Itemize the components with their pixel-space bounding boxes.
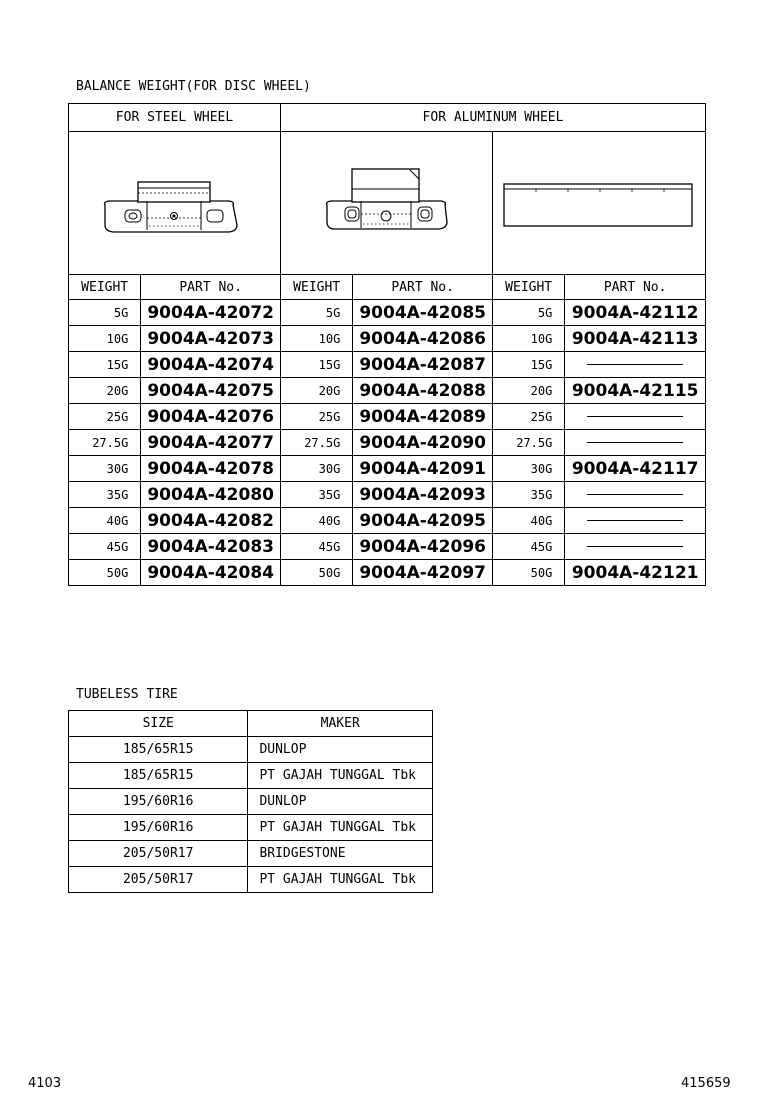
tire-maker: BRIDGESTONE: [248, 841, 433, 867]
weight-cell: 10G: [281, 326, 353, 352]
col-part-alu2: PART No.: [565, 275, 706, 300]
table-row: [69, 456, 706, 482]
tire-size: 185/65R15: [69, 763, 248, 789]
weight-cell: 27.5G: [69, 430, 141, 456]
table-row: [69, 352, 706, 378]
table-row: [69, 430, 706, 456]
aluminum-clip-part-number: 9004A-42087: [353, 352, 493, 378]
col-part-steel: PART No.: [141, 275, 281, 300]
weight-cell: 30G: [69, 456, 141, 482]
aluminum-adhesive-part-number: [565, 352, 706, 378]
aluminum-clip-part-number: 9004A-42093: [353, 482, 493, 508]
col-weight-alu1: WEIGHT: [281, 275, 353, 300]
aluminum-clip-part-number: 9004A-42086: [353, 326, 493, 352]
weight-cell: 40G: [69, 508, 141, 534]
weight-cell: 5G: [281, 300, 353, 326]
aluminum-clip-part-number: 9004A-42095: [353, 508, 493, 534]
weight-cell: 45G: [69, 534, 141, 560]
weight-cell: 27.5G: [493, 430, 565, 456]
steel-part-number: 9004A-42072: [141, 300, 281, 326]
table-row: [69, 404, 706, 430]
weight-cell: 45G: [493, 534, 565, 560]
aluminum-wheel-header: FOR ALUMINUM WHEEL: [281, 104, 706, 132]
steel-part-number: 9004A-42084: [141, 560, 281, 586]
balance-weight-table: [68, 103, 706, 586]
adhesive-weight-illustration: [493, 132, 706, 275]
steel-part-number: 9004A-42074: [141, 352, 281, 378]
weight-cell: 50G: [281, 560, 353, 586]
col-weight-steel: WEIGHT: [69, 275, 141, 300]
aluminum-clip-part-number: 9004A-42096: [353, 534, 493, 560]
aluminum-adhesive-part-number: [565, 508, 706, 534]
weight-cell: 15G: [69, 352, 141, 378]
weight-cell: 30G: [281, 456, 353, 482]
table-row: [69, 763, 433, 789]
page-number-left: 4103: [28, 1076, 62, 1091]
catalog-number-right: 415659: [681, 1076, 731, 1091]
steel-wheel-header: FOR STEEL WHEEL: [69, 104, 281, 132]
steel-part-number: 9004A-42083: [141, 534, 281, 560]
steel-part-number: 9004A-42078: [141, 456, 281, 482]
weight-cell: 15G: [493, 352, 565, 378]
not-available-dash: [587, 364, 683, 365]
tire-maker: PT GAJAH TUNGGAL Tbk: [248, 867, 433, 893]
aluminum-clip-part-number: 9004A-42091: [353, 456, 493, 482]
steel-clip-weight-icon: [69, 132, 280, 270]
tire-size: 195/60R16: [69, 789, 248, 815]
not-available-dash: [587, 520, 683, 521]
adhesive-strip-weight-icon: [493, 132, 705, 270]
table-row: [69, 841, 433, 867]
not-available-dash: [587, 442, 683, 443]
weight-cell: 15G: [281, 352, 353, 378]
tire-maker: PT GAJAH TUNGGAL Tbk: [248, 763, 433, 789]
col-part-alu1: PART No.: [353, 275, 493, 300]
tire-maker: PT GAJAH TUNGGAL Tbk: [248, 815, 433, 841]
weight-cell: 30G: [493, 456, 565, 482]
weight-cell: 20G: [493, 378, 565, 404]
table-row: [69, 737, 433, 763]
table-row: [69, 326, 706, 352]
steel-part-number: 9004A-42082: [141, 508, 281, 534]
steel-part-number: 9004A-42077: [141, 430, 281, 456]
weight-cell: 5G: [493, 300, 565, 326]
aluminum-clip-part-number: 9004A-42089: [353, 404, 493, 430]
tire-size: 205/50R17: [69, 841, 248, 867]
not-available-dash: [587, 416, 683, 417]
weight-cell: 35G: [493, 482, 565, 508]
tubeless-tire-title: TUBELESS TIRE: [76, 687, 178, 702]
aluminum-clip-part-number: 9004A-42090: [353, 430, 493, 456]
table-row: [69, 508, 706, 534]
tire-maker: DUNLOP: [248, 737, 433, 763]
table-row: [69, 815, 433, 841]
weight-cell: 50G: [493, 560, 565, 586]
table-row: [69, 560, 706, 586]
weight-cell: 10G: [493, 326, 565, 352]
weight-cell: 25G: [493, 404, 565, 430]
aluminum-adhesive-part-number: 9004A-42112: [565, 300, 706, 326]
weight-cell: 45G: [281, 534, 353, 560]
balance-weight-title: BALANCE WEIGHT(FOR DISC WHEEL): [76, 79, 311, 94]
aluminum-adhesive-part-number: 9004A-42117: [565, 456, 706, 482]
weight-cell: 40G: [493, 508, 565, 534]
table-row: [69, 534, 706, 560]
col-size: SIZE: [69, 711, 248, 737]
aluminum-clip-weight-illustration: [281, 132, 493, 275]
not-available-dash: [587, 494, 683, 495]
aluminum-adhesive-part-number: [565, 482, 706, 508]
weight-cell: 35G: [281, 482, 353, 508]
aluminum-adhesive-part-number: [565, 404, 706, 430]
tire-maker: DUNLOP: [248, 789, 433, 815]
table-row: [69, 378, 706, 404]
tubeless-tire-table: [68, 710, 433, 893]
aluminum-adhesive-part-number: 9004A-42121: [565, 560, 706, 586]
weight-cell: 5G: [69, 300, 141, 326]
aluminum-clip-part-number: 9004A-42085: [353, 300, 493, 326]
not-available-dash: [587, 546, 683, 547]
steel-weight-illustration: [69, 132, 281, 275]
aluminum-adhesive-part-number: [565, 534, 706, 560]
table-row: [69, 300, 706, 326]
weight-cell: 35G: [69, 482, 141, 508]
tire-size: 185/65R15: [69, 737, 248, 763]
aluminum-adhesive-part-number: 9004A-42115: [565, 378, 706, 404]
aluminum-clip-part-number: 9004A-42088: [353, 378, 493, 404]
aluminum-adhesive-part-number: [565, 430, 706, 456]
weight-cell: 27.5G: [281, 430, 353, 456]
weight-cell: 25G: [69, 404, 141, 430]
weight-cell: 20G: [281, 378, 353, 404]
weight-cell: 25G: [281, 404, 353, 430]
weight-cell: 50G: [69, 560, 141, 586]
steel-part-number: 9004A-42073: [141, 326, 281, 352]
aluminum-clip-part-number: 9004A-42097: [353, 560, 493, 586]
col-weight-alu2: WEIGHT: [493, 275, 565, 300]
aluminum-adhesive-part-number: 9004A-42113: [565, 326, 706, 352]
steel-part-number: 9004A-42076: [141, 404, 281, 430]
table-row: [69, 482, 706, 508]
col-maker: MAKER: [248, 711, 433, 737]
steel-part-number: 9004A-42075: [141, 378, 281, 404]
steel-part-number: 9004A-42080: [141, 482, 281, 508]
weight-cell: 40G: [281, 508, 353, 534]
table-row: [69, 867, 433, 893]
tire-size: 195/60R16: [69, 815, 248, 841]
tire-size: 205/50R17: [69, 867, 248, 893]
weight-cell: 20G: [69, 378, 141, 404]
aluminum-clip-weight-icon: [281, 132, 492, 270]
table-row: [69, 789, 433, 815]
weight-cell: 10G: [69, 326, 141, 352]
